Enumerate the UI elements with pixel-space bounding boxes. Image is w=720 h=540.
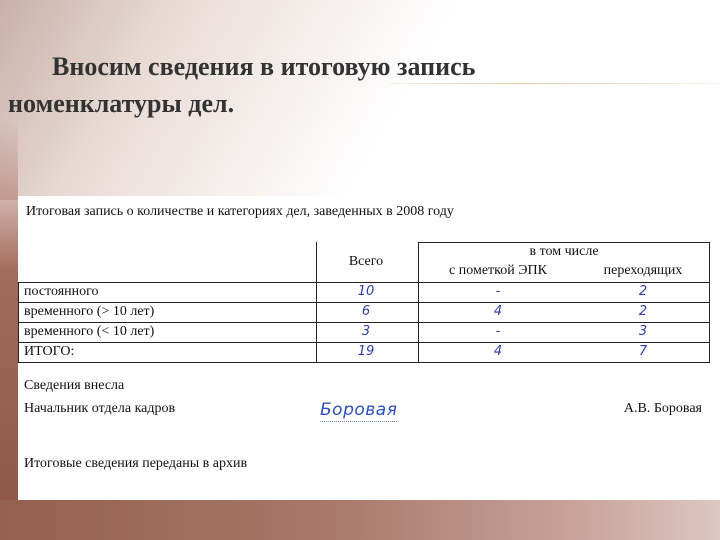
row-label: постоянного	[24, 284, 99, 299]
slide-title-line-2: номенклатуры дел.	[8, 89, 235, 118]
slide-title	[8, 48, 568, 122]
row-total: 19	[357, 344, 375, 359]
row-transitional: 2	[638, 304, 648, 319]
header-including: в том числе	[529, 244, 599, 259]
row-epk: -	[495, 284, 501, 299]
row-total: 6	[361, 304, 371, 319]
row-epk: 4	[493, 304, 503, 319]
header-total: Всего	[348, 254, 384, 269]
footer-band	[0, 500, 720, 540]
submitted-by-label: Сведения внесла	[24, 378, 125, 393]
header-with-epk: с пометкой ЭПК	[449, 263, 547, 278]
document-heading: Итоговая запись о количестве и категориях дел, заведенных в 2008 году	[26, 204, 454, 219]
row-label: временного (> 10 лет)	[24, 304, 155, 319]
row-epk: -	[495, 324, 501, 339]
row-label: временного (< 10 лет)	[24, 324, 155, 339]
document-excerpt	[18, 196, 710, 500]
position-title: Начальник отдела кадров	[24, 401, 176, 416]
left-accent-bar	[0, 120, 18, 500]
row-transitional: 7	[638, 344, 648, 359]
handwritten-signature: Боровая	[320, 400, 398, 420]
signer-name: А.В. Боровая	[623, 401, 702, 416]
slide-title-line-1: Вносим сведения в итоговую запись	[52, 52, 476, 81]
row-transitional: 3	[638, 324, 648, 339]
table-left-border	[18, 282, 19, 362]
header-transitional: переходящих	[603, 263, 683, 278]
transfer-note: Итоговые сведения переданы в архив	[24, 456, 248, 471]
title-underline	[390, 83, 720, 84]
table-bottom-rule	[18, 362, 710, 363]
row-total: 3	[361, 324, 371, 339]
row-label-total: ИТОГО:	[24, 344, 75, 359]
row-epk: 4	[493, 344, 503, 359]
row-transitional: 2	[638, 284, 648, 299]
row-total: 10	[357, 284, 375, 299]
